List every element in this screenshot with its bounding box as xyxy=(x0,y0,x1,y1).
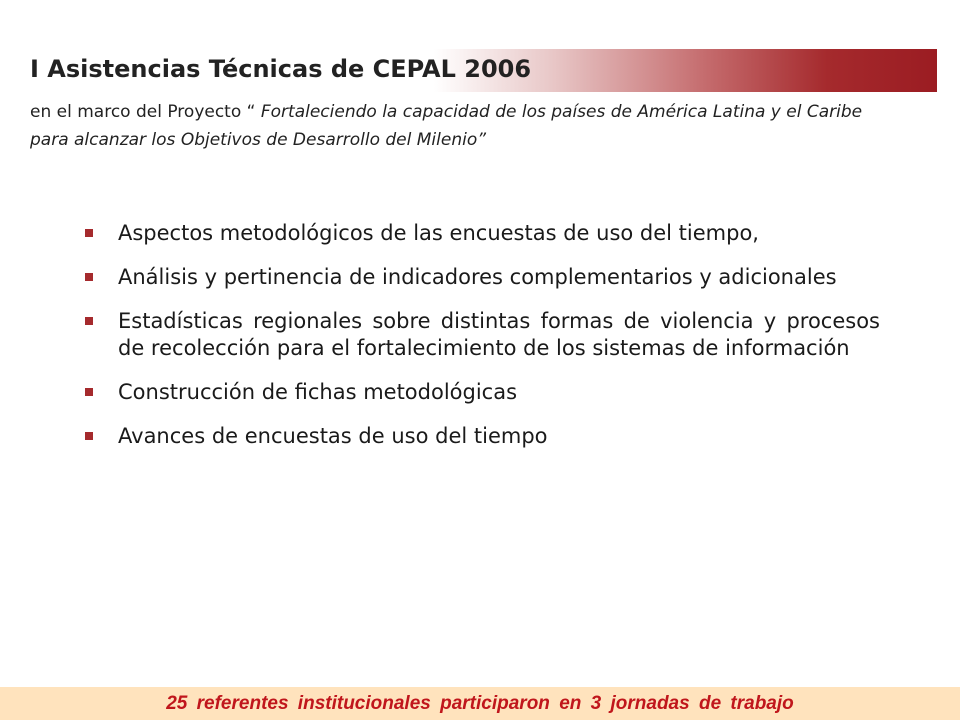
bullet-item xyxy=(85,308,880,362)
bullet-item xyxy=(85,264,880,291)
page-subtitle xyxy=(30,98,900,154)
square-bullet-icon xyxy=(85,432,93,440)
bullet-text: Construcción de fichas metodológicas xyxy=(118,380,518,404)
bullet-text: Aspectos metodológicos de las encuestas de uso del tiempo, xyxy=(118,221,759,245)
square-bullet-icon xyxy=(85,317,93,325)
square-bullet-icon xyxy=(85,273,93,281)
square-bullet-icon xyxy=(85,388,93,396)
bullet-item xyxy=(85,423,880,450)
footer-banner xyxy=(0,687,960,720)
bullet-text: Análisis y pertinencia de indicadores complementarios y adicionales xyxy=(118,265,837,289)
bullet-item xyxy=(85,220,880,247)
subtitle-prefix: en el marco del Proyecto “ xyxy=(30,102,261,122)
bullet-text: Avances de encuestas de uso del tiempo xyxy=(118,424,548,448)
bullet-item xyxy=(85,379,880,406)
square-bullet-icon xyxy=(85,229,93,237)
footer-text: 25 referentes institucionales participaron en 3 jornadas de trabajo xyxy=(166,693,794,714)
bullet-list xyxy=(85,220,880,450)
subtitle-project-name: Fortaleciendo la capacidad de los países de América Latina y el Caribe para alcanzar los Objetivos de Desarrollo del Milenio” xyxy=(30,102,863,150)
bullet-text: Estadísticas regionales sobre distintas formas de violencia y procesos de recolección para el fortalecimiento de los sistemas de información xyxy=(118,309,880,360)
page-title: I Asistencias Técnicas de CEPAL 2006 xyxy=(30,55,532,83)
